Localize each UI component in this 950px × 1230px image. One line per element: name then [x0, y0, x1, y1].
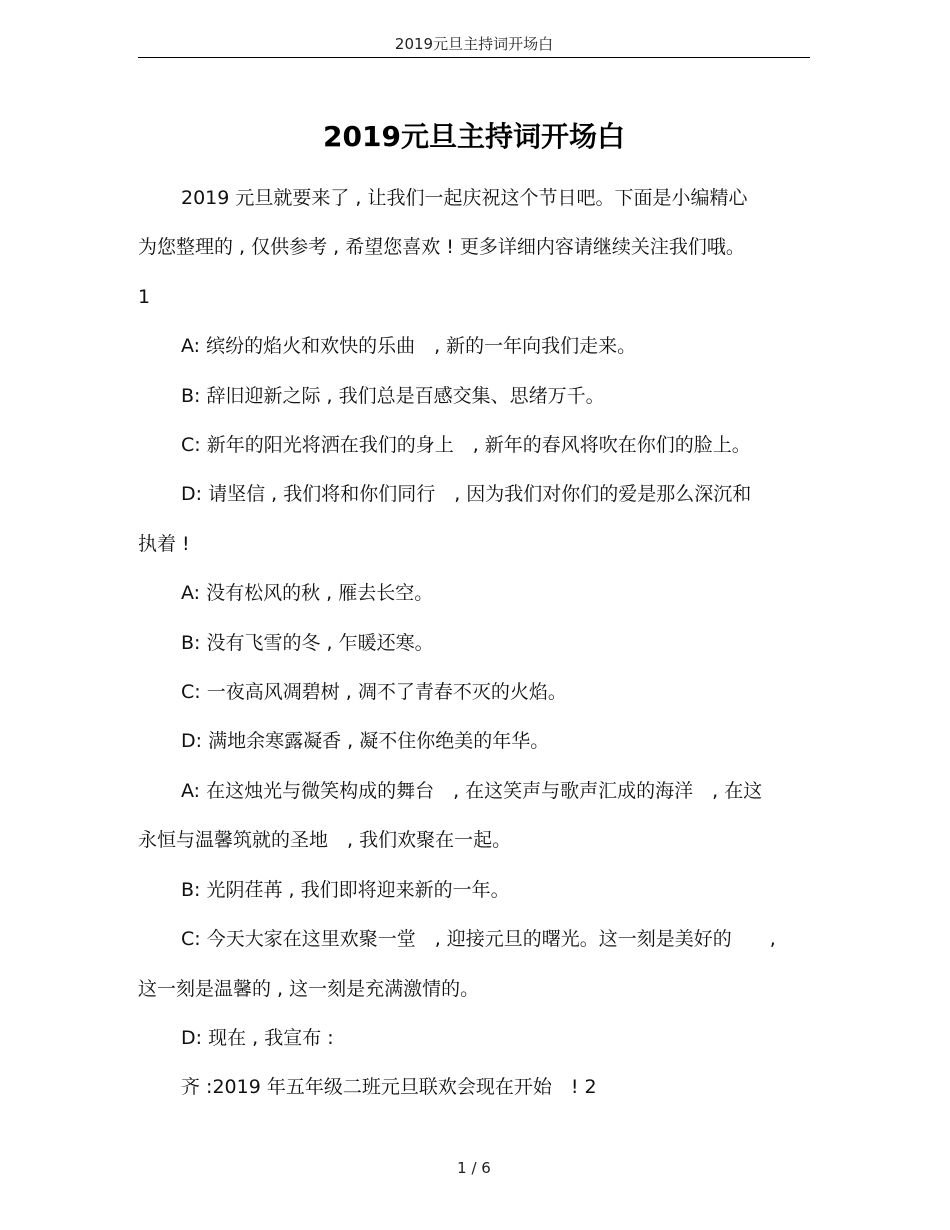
- dialogue-line: A: 在这烛光与微笑构成的舞台 , 在这笑声与歌声汇成的海洋 , 在这: [181, 779, 763, 802]
- dialogue-line: A: 缤纷的焰火和欢快的乐曲 , 新的一年向我们走来。: [181, 335, 637, 358]
- dialogue-line: C: 新年的阳光将洒在我们的身上 , 新年的春风将吹在你们的脸上。: [181, 434, 751, 457]
- dialogue-line-continuation: 永恒与温馨筑就的圣地 , 我们欢聚在一起。: [138, 829, 512, 852]
- dialogue-line: A: 没有松风的秋 , 雁去长空。: [181, 582, 434, 605]
- dialogue-line: B: 辞旧迎新之际 , 我们总是百感交集、思绪万千。: [181, 384, 605, 407]
- dialogue-line: 齐 :2019 年五年级二班元旦联欢会现在开始 ! 2: [181, 1076, 597, 1099]
- header-divider: [138, 57, 810, 58]
- intro-line-2: 为您整理的 , 仅供参考 , 希望您喜欢 ! 更多详细内容请继续关注我们哦。: [138, 236, 745, 259]
- document-body: [138, 174, 810, 1113]
- page-indicator: 1 / 6: [457, 1159, 491, 1177]
- document-title: 2019元旦主持词开场白: [323, 120, 625, 153]
- dialogue-line: B: 光阴荏苒 , 我们即将迎来新的一年。: [181, 878, 510, 901]
- dialogue-line: D: 满地余寒露凝香 , 凝不住你绝美的年华。: [181, 730, 550, 753]
- dialogue-line: C: 一夜高风凋碧树 , 凋不了青春不灭的火焰。: [181, 681, 567, 704]
- dialogue-line: B: 没有飞雪的冬 , 乍暖还寒。: [181, 631, 434, 654]
- dialogue-line: C: 今天大家在这里欢聚一堂 , 迎接元旦的曙光。这一刻是美好的 ,: [181, 928, 776, 951]
- dialogue-line: D: 请坚信 , 我们将和你们同行 , 因为我们对你们的爱是那么深沉和: [181, 483, 752, 506]
- dialogue-line: D: 现在 , 我宣布 :: [181, 1026, 334, 1049]
- section-number: 1: [138, 285, 151, 308]
- dialogue-line-continuation: 这一刻是温馨的 , 这一刻是充满激情的。: [138, 977, 480, 1000]
- intro-line-1: 2019 元旦就要来了 , 让我们一起庆祝这个节日吧。下面是小编精心: [181, 187, 748, 209]
- running-header: 2019元旦主持词开场白: [394, 35, 554, 53]
- dialogue-line-continuation: 执着 !: [138, 532, 190, 555]
